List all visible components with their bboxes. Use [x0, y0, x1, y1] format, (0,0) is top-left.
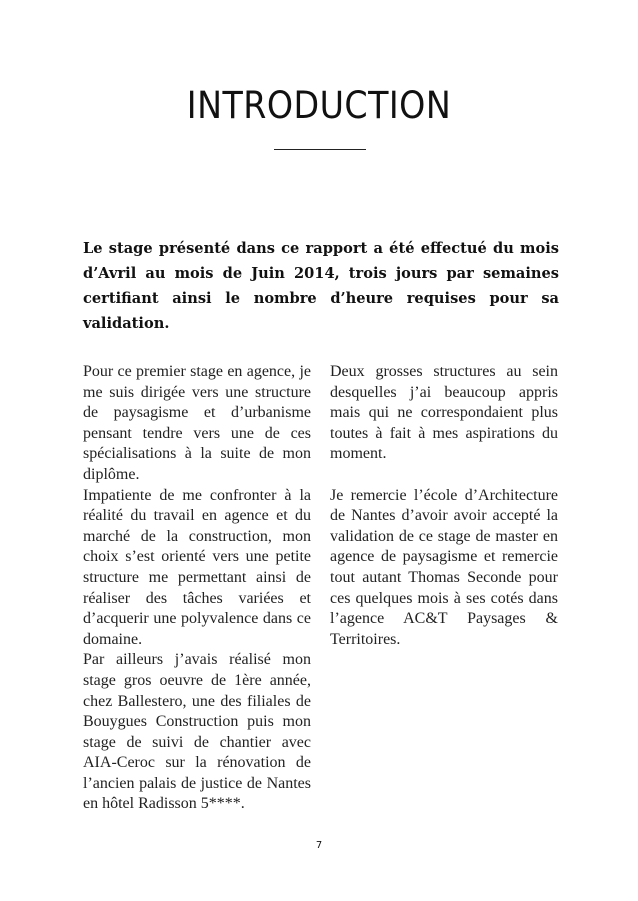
page-number: 7	[315, 840, 323, 851]
left-paragraph-2: Impatiente de me confronter à la réalité du travail en agence et du marché de la construction, mon choix s’est orienté vers une petite structure me permettant ainsi de réaliser des tâches variées et d’acquerir une polyvalence dans ce domaine.	[83, 486, 311, 648]
left-paragraph-1: Pour ce premier stage en agence, je me suis dirigée vers une structure de paysagisme et d’urbanisme pensant tendre vers une de ces spécialisations à la suite de mon diplôme.	[83, 363, 311, 483]
left-column	[83, 362, 311, 815]
right-paragraph-1: Deux grosses structures au sein desquelles j’ai beaucoup appris mais qui ne correspondaient plus toutes à fait à mes aspirations du moment.	[330, 363, 558, 463]
right-paragraph-2: Je remercie l’école d’Architecture de Nantes d’avoir avoir accepté la validation de ce stage de master en agence de paysagisme et remercie tout autant Thomas Seconde pour ces quelques mois à ses cotés dans l’agence AC&T Paysages & Territoires.	[330, 486, 558, 648]
right-column	[330, 362, 558, 650]
title-underline	[274, 149, 366, 150]
page-title: INTRODUCTION	[186, 84, 452, 127]
lead-paragraph: Le stage présenté dans ce rapport a été effectué du mois d’Avril au mois de Juin 2014, trois jours par semaines certifiant ainsi le nombre d’heure requises pour sa validation.	[83, 240, 559, 332]
left-paragraph-3: Par ailleurs j’avais réalisé mon stage gros oeuvre de 1ère année, chez Ballestero, une des filiales de Bouygues Construction puis mon stage de suivi de chantier avec AIA-Ceroc sur la rénovation de l’ancien palais de justice de Nantes en hôtel Radisson 5****.	[83, 651, 311, 813]
